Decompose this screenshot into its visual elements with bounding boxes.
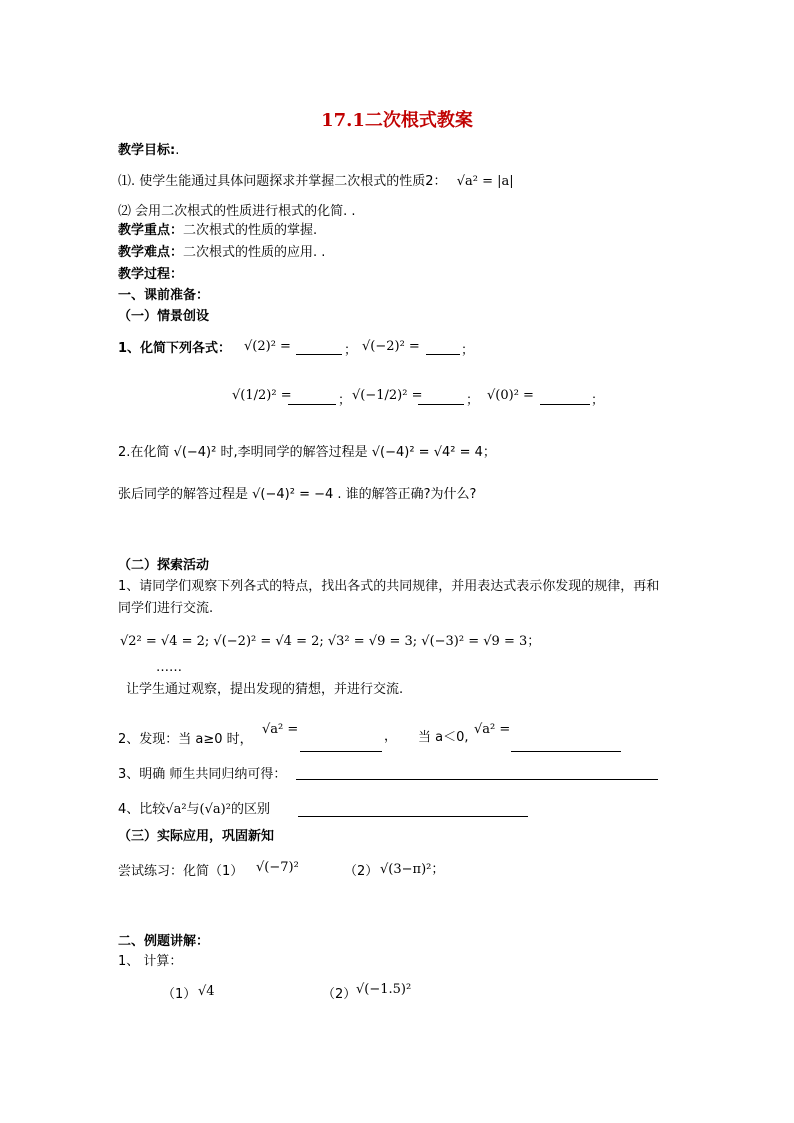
answer-blank: [300, 751, 382, 752]
discover-when: 当 a＜0,: [418, 730, 469, 745]
compare-suffix: 的区别: [230, 802, 270, 817]
q1-expr-4: √(−1/2)² =: [352, 388, 423, 403]
q1-expr-1: √(2)² =: [244, 339, 291, 354]
q1-expr-3: √(1/2)² =: [232, 388, 292, 403]
answer-blank: [426, 354, 460, 355]
objective-formula: √a² = |a|: [456, 174, 514, 189]
answer-blank: [418, 404, 464, 405]
q1-sep-3: ；: [338, 393, 352, 408]
difficulty: 教学难点：二次根式的性质的应用. .: [118, 245, 326, 260]
section1-sub2: （二）探索活动: [118, 558, 210, 573]
q1-expr-2: √(−2)² =: [362, 339, 420, 354]
answer-blank: [298, 816, 528, 817]
answer-blank: [540, 404, 590, 405]
answer-blank: [288, 404, 336, 405]
compare-formula-a: √a²: [165, 802, 187, 817]
q1-label: 1、化简下列各式：: [118, 341, 232, 356]
try-formula-2: √(3−π)²；: [380, 862, 445, 877]
discover-comma: ，: [384, 729, 398, 744]
q2-line-1: 2.在化简 √(−4)² 时,李明同学的解答过程是 √(−4)² = √4² = 4；: [118, 445, 496, 460]
q1-expr-5: √(0)² =: [487, 388, 534, 403]
objectives-heading: 教学目标:.: [118, 143, 180, 158]
answer-blank: [511, 751, 621, 752]
page-title: 17.1二次根式教案: [321, 110, 473, 131]
clarify-label: 3、明确 师生共同归纳可得：: [118, 767, 287, 782]
objective-item-1-text: ⑴. 使学生能通过具体问题探求并掌握二次根式的性质2：: [118, 174, 447, 189]
discover-formula-1: √a² =: [262, 722, 299, 737]
section2-p2: （2）: [322, 987, 357, 1002]
key-point: 教学重点：二次根式的性质的掌握.: [118, 223, 318, 238]
compare-prefix: 4、比较: [118, 802, 166, 817]
answer-blank: [296, 354, 342, 355]
section2-heading: 二、例题讲解：: [118, 934, 210, 949]
explore-q1-line-2: 同学们进行交流.: [118, 601, 214, 616]
try-formula-1: √(−7)²: [256, 860, 299, 875]
process-label: 教学过程：: [118, 267, 184, 282]
compare-with: 与: [186, 802, 200, 817]
section2-q1: 1、 计算：: [118, 954, 183, 969]
explore-note: 让学生通过观察，提出发现的猜想，并进行交流.: [126, 682, 404, 697]
explore-formula: √2² = √4 = 2; √(−2)² = √4 = 2; √3² = √9 = 3; √(−3)² = √9 = 3；: [120, 634, 541, 649]
compare-row: [118, 801, 270, 818]
q1-sep-4: ；: [466, 393, 480, 408]
section1-heading: 一、课前准备：: [118, 288, 210, 303]
objective-item-1: [118, 173, 514, 190]
try-label: 尝试练习：化简（1）: [118, 864, 244, 879]
discover-formula-2: √a² =: [474, 722, 511, 737]
section2-p1-formula: √4: [198, 984, 215, 999]
q2-line-2: 张后同学的解答过程是 √(−4)² = −4 . 谁的解答正确?为什么?: [118, 487, 477, 502]
q1-sep-2: ；: [461, 343, 475, 358]
section1-sub3: （三）实际应用，巩固新知: [118, 829, 275, 844]
explore-q1-line-1: 1、请同学们观察下列各式的特点，找出各式的共同规律，并用表达式表示你发现的规律，再和: [118, 579, 660, 594]
section2-p1: （1）: [162, 987, 197, 1002]
discover-label: 2、发现：当 a≥0 时，: [118, 732, 253, 747]
section2-p2-formula: √(−1.5)²: [356, 982, 412, 997]
q1-sep-5: ；: [591, 393, 605, 408]
objective-item-2: ⑵ 会用二次根式的性质进行根式的化简. .: [118, 204, 356, 219]
try-part-2: （2）: [344, 864, 379, 879]
answer-blank: [296, 779, 658, 780]
compare-formula-b: (√a)²: [199, 802, 231, 817]
ellipsis: ……: [156, 660, 182, 675]
q1-sep-1: ；: [344, 343, 358, 358]
section1-sub1: （一）情景创设: [118, 309, 210, 324]
